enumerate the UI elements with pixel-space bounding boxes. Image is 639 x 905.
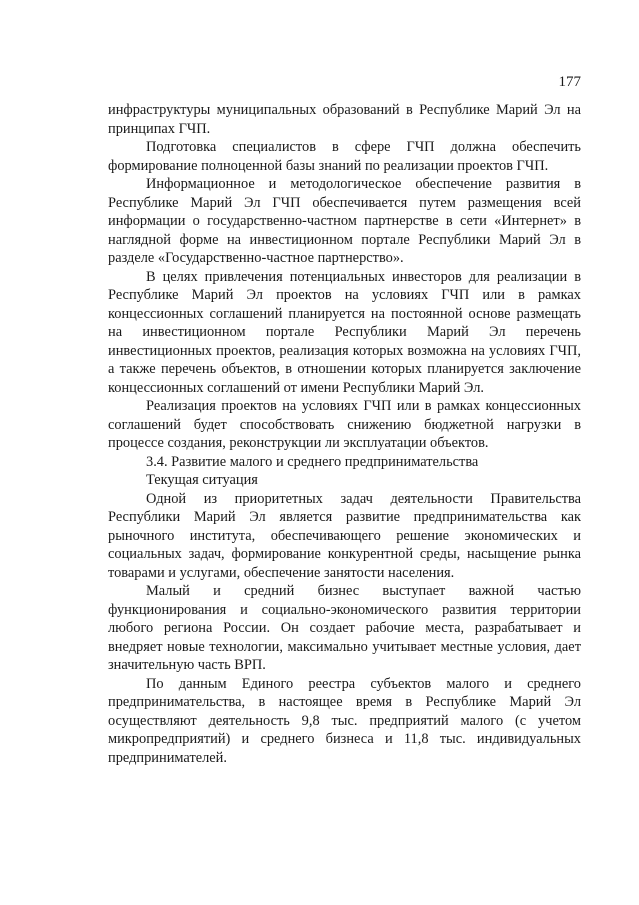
paragraph-project-implementation: Реализация проектов на условиях ГЧП или в рамках концессионных соглашений будет способствовать снижению бюджетной нагрузки в процессе создания, реконструкции ли эксплуатации объектов. <box>108 398 581 451</box>
section-heading: 3.4. Развитие малого и среднего предпринимательства <box>146 453 479 470</box>
paragraph-registry-data: По данным Единого реестра субъектов малого и среднего предпринимательства, в настоящее время в Республике Марий Эл осуществляют деятельность 9,8 тыс. предприятий малого (с учетом микропредприятий) и среднего бизнеса и 11,8 тыс. индивидуальных предпринимателей. <box>108 675 581 766</box>
paragraph-specialist-training: Подготовка специалистов в сфере ГЧП должна обеспечить формирование полноценной базы знаний по реализации проектов ГЧП. <box>108 139 581 174</box>
subheading: Текущая ситуация <box>146 472 258 488</box>
paragraph-small-business: Малый и средний бизнес выступает важной частью функционирования и социально-экономического развития территории любого региона России. Он создает рабочие места, разрабатывает и внедряет новые технологии, максимально учитывает местные условия, дает значительную часть ВРП. <box>108 583 581 673</box>
paragraph-information-support: Информационное и методологическое обеспечение развития в Республике Марий Эл ГЧП обеспечивается путем размещения всей информации о государственно-частном партнерстве в сети «Интернет» в наглядной форме на инвестиционном портале Республики Марий Эл в разделе «Государственно-частное партнерство». <box>108 176 581 266</box>
page-number: 177 <box>558 74 581 90</box>
paragraph-continuation: инфраструктуры муниципальных образований в Республике Марий Эл на принципах ГЧП. <box>108 102 581 137</box>
paragraph-investor-attraction: В целях привлечения потенциальных инвесторов для реализации в Республике Марий Эл проектов на условиях ГЧП или в рамках концессионных соглашений планируется на постоянной основе размещать на инвестиционном портале Республики Марий Эл перечень инвестиционных проектов, реализация которых возможна на условиях ГЧП, а также перечень объектов, в отношении которых планируется заключение концессионных соглашений от имени Республики Марий Эл. <box>108 268 581 396</box>
page-content <box>108 101 581 767</box>
paragraph-government-priority: Одной из приоритетных задач деятельности Правительства Республики Марий Эл является развитие предпринимательства как рыночного института, обеспечивающего решение экономических и социальных задач, формирование конкурентной среды, насыщение рынка товарами и услугами, обеспечение занятости населения. <box>108 490 581 581</box>
